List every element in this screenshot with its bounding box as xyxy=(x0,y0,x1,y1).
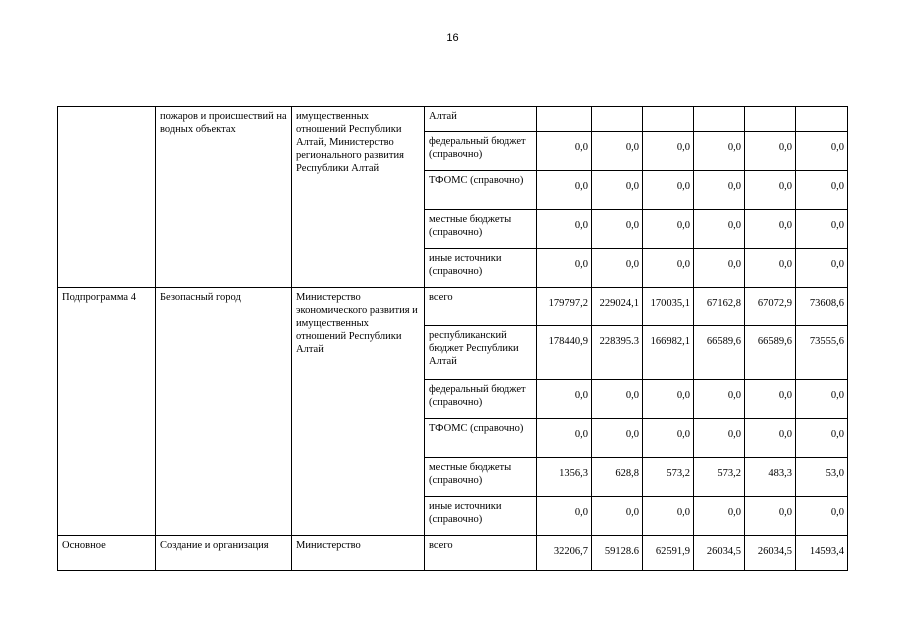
value-cell: 0,0 xyxy=(592,132,643,171)
value-cell xyxy=(745,107,796,132)
value-cell: 0,0 xyxy=(745,380,796,419)
budget-table xyxy=(57,106,848,571)
value-cell: 0,0 xyxy=(643,132,694,171)
value-cell: 0,0 xyxy=(796,497,848,536)
value-cell: 59128.6 xyxy=(592,536,643,571)
table-row xyxy=(58,107,848,132)
value-cell: 0,0 xyxy=(694,380,745,419)
value-cell xyxy=(643,107,694,132)
value-cell: 62591,9 xyxy=(643,536,694,571)
value-cell: 0,0 xyxy=(745,132,796,171)
table-row xyxy=(58,288,848,326)
source-cell: Алтай xyxy=(425,107,537,132)
source-cell: местные бюджеты (справочно) xyxy=(425,210,537,249)
value-cell: 0,0 xyxy=(643,380,694,419)
value-cell: 573,2 xyxy=(643,458,694,497)
source-cell: республиканский бюджет Республики Алтай xyxy=(425,326,537,380)
value-cell: 0,0 xyxy=(537,210,592,249)
value-cell: 0,0 xyxy=(592,419,643,458)
value-cell: 0,0 xyxy=(643,210,694,249)
value-cell: 0,0 xyxy=(796,171,848,210)
executor-cell: Министерство xyxy=(292,536,425,571)
value-cell: 0,0 xyxy=(537,132,592,171)
value-cell: 0,0 xyxy=(796,419,848,458)
value-cell: 26034,5 xyxy=(745,536,796,571)
value-cell: 170035,1 xyxy=(643,288,694,326)
value-cell: 0,0 xyxy=(592,249,643,288)
source-cell: иные источники (справочно) xyxy=(425,497,537,536)
source-cell: федеральный бюджет (справочно) xyxy=(425,132,537,171)
source-cell: всего xyxy=(425,288,537,326)
value-cell: 73608,6 xyxy=(796,288,848,326)
value-cell: 0,0 xyxy=(592,497,643,536)
value-cell: 0,0 xyxy=(592,380,643,419)
value-cell: 53,0 xyxy=(796,458,848,497)
value-cell: 0,0 xyxy=(694,171,745,210)
title-cell: Безопасный город xyxy=(156,288,292,536)
value-cell: 0,0 xyxy=(537,497,592,536)
value-cell: 573,2 xyxy=(694,458,745,497)
value-cell: 0,0 xyxy=(537,249,592,288)
executor-cell: имущественных отношений Республики Алтай, Министерство регионального развития Республики Алтай xyxy=(292,107,425,288)
value-cell: 66589,6 xyxy=(745,326,796,380)
value-cell: 0,0 xyxy=(592,210,643,249)
value-cell: 0,0 xyxy=(745,210,796,249)
value-cell: 0,0 xyxy=(694,210,745,249)
value-cell: 73555,6 xyxy=(796,326,848,380)
value-cell: 67162,8 xyxy=(694,288,745,326)
value-cell: 26034,5 xyxy=(694,536,745,571)
source-cell: иные источники (справочно) xyxy=(425,249,537,288)
value-cell: 0,0 xyxy=(796,210,848,249)
source-cell: федеральный бюджет (справочно) xyxy=(425,380,537,419)
page-number: 16 xyxy=(446,32,459,44)
source-cell: всего xyxy=(425,536,537,571)
value-cell: 628,8 xyxy=(592,458,643,497)
value-cell: 0,0 xyxy=(537,171,592,210)
value-cell: 0,0 xyxy=(537,380,592,419)
value-cell: 32206,7 xyxy=(537,536,592,571)
value-cell: 67072,9 xyxy=(745,288,796,326)
executor-cell: Министерство экономического развития и имущественных отношений Республики Алтай xyxy=(292,288,425,536)
value-cell: 229024,1 xyxy=(592,288,643,326)
value-cell: 166982,1 xyxy=(643,326,694,380)
value-cell: 228395.3 xyxy=(592,326,643,380)
program-cell xyxy=(58,107,156,288)
program-cell: Подпрограмма 4 xyxy=(58,288,156,536)
title-cell: пожаров и происшествий на водных объектах xyxy=(156,107,292,288)
value-cell: 0,0 xyxy=(694,249,745,288)
table-row xyxy=(58,536,848,571)
value-cell: 0,0 xyxy=(745,249,796,288)
value-cell: 0,0 xyxy=(745,497,796,536)
value-cell: 0,0 xyxy=(745,171,796,210)
value-cell: 66589,6 xyxy=(694,326,745,380)
value-cell: 0,0 xyxy=(796,249,848,288)
value-cell: 483,3 xyxy=(745,458,796,497)
value-cell xyxy=(694,107,745,132)
value-cell: 178440,9 xyxy=(537,326,592,380)
value-cell: 0,0 xyxy=(694,132,745,171)
program-cell: Основное xyxy=(58,536,156,571)
value-cell: 0,0 xyxy=(694,497,745,536)
value-cell: 1356,3 xyxy=(537,458,592,497)
value-cell: 14593,4 xyxy=(796,536,848,571)
value-cell: 0,0 xyxy=(643,249,694,288)
source-cell: местные бюджеты (справочно) xyxy=(425,458,537,497)
value-cell: 0,0 xyxy=(537,419,592,458)
title-cell: Создание и организация xyxy=(156,536,292,571)
value-cell: 0,0 xyxy=(643,171,694,210)
value-cell xyxy=(796,107,848,132)
source-cell: ТФОМС (справочно) xyxy=(425,171,537,210)
value-cell xyxy=(592,107,643,132)
value-cell: 0,0 xyxy=(643,497,694,536)
value-cell: 179797,2 xyxy=(537,288,592,326)
value-cell: 0,0 xyxy=(796,132,848,171)
source-cell: ТФОМС (справочно) xyxy=(425,419,537,458)
value-cell: 0,0 xyxy=(745,419,796,458)
value-cell xyxy=(537,107,592,132)
value-cell: 0,0 xyxy=(592,171,643,210)
value-cell: 0,0 xyxy=(694,419,745,458)
value-cell: 0,0 xyxy=(643,419,694,458)
value-cell: 0,0 xyxy=(796,380,848,419)
